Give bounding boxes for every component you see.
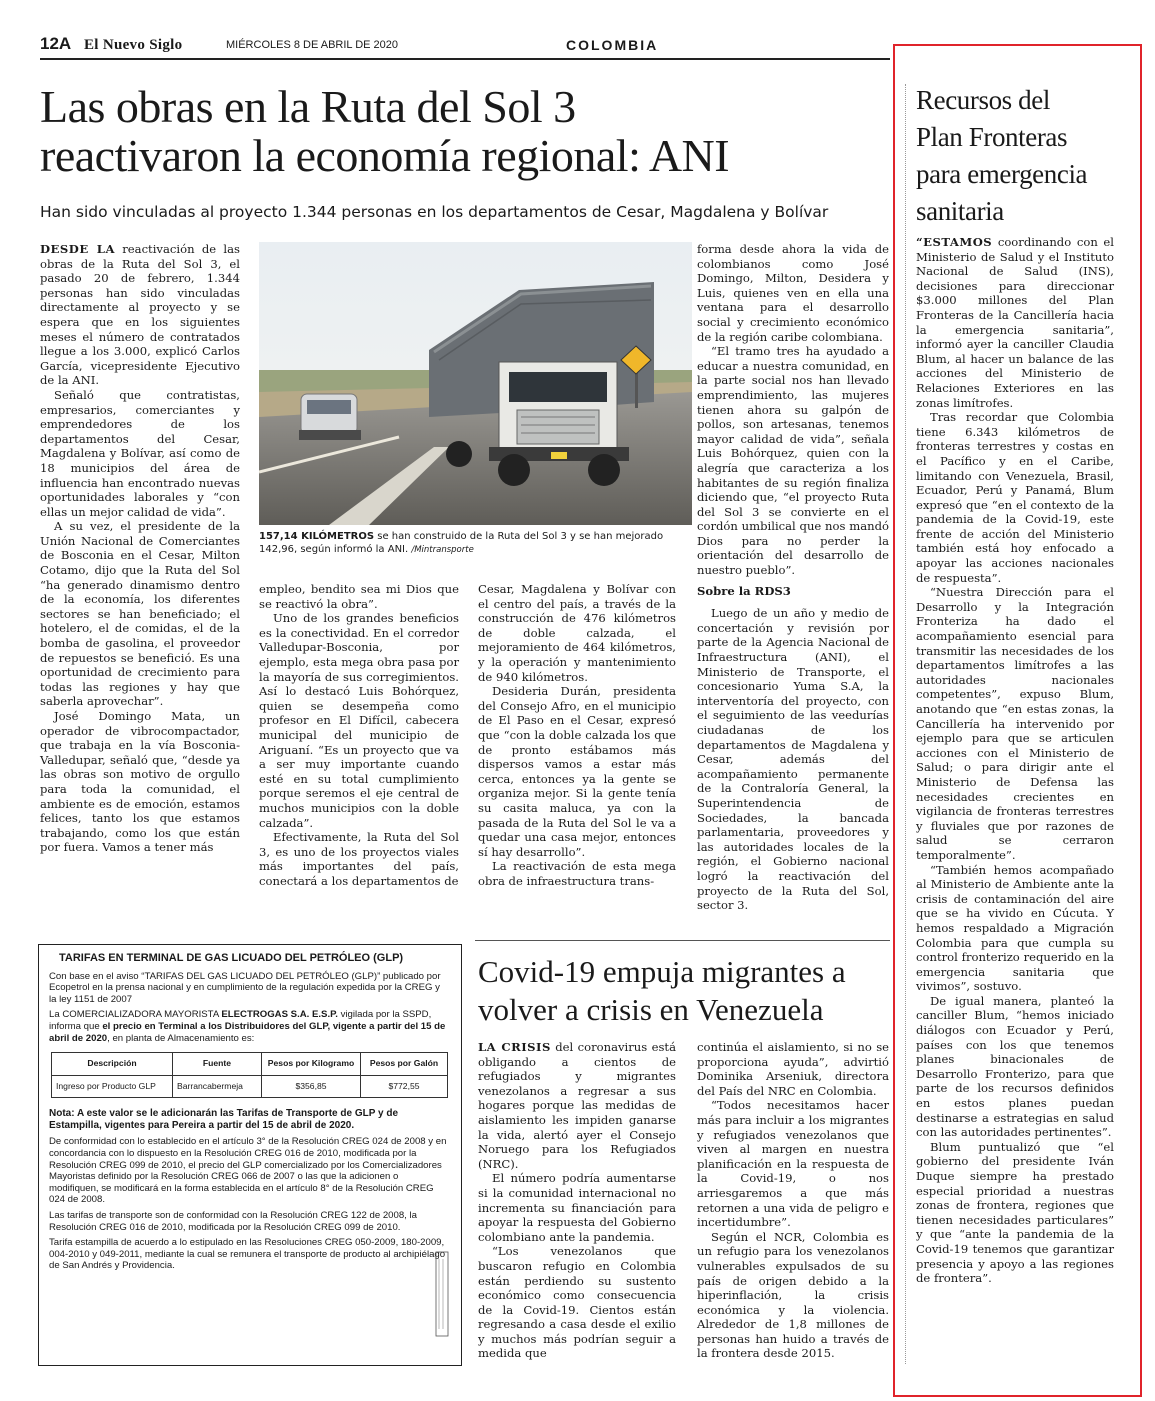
paragraph: LA CRISIS del coronavirus está obligando a cientos de refugiados y migrantes venezolanos a regresar a sus hogares porque las medidas de aislamiento les impiden ganarse la vida, alertó ayer el Consejo Noruego para los Refugiados (NRC). [478, 1040, 676, 1171]
sidebar-story-column [916, 235, 1114, 1286]
paragraph: “El tramo tres ha ayudado a educar a nuestra comunidad, en la parte social nos han llevado emprendimiento, las mujeres tienen ahora su galpón de pollos, son artesanas, tenemos mayor calidad de vida”, señala Luis Bohórquez, quien con la alegría que caracteriza a los habitantes de su región finaliza diciendo que, “el proyecto Ruta del Sol 3 se convierte en el cordón umbilical que nos mandó Dios para no perder la orientación del desarrollo de nuestro pueblo”. [697, 344, 889, 578]
paragraph: Señaló que contratistas, empresarios, comerciantes y emprendedores de los departamentos del Cesar, Magdalena y Bolívar, así como de 18 municipios del área de influencia han encontrado nuevas oportunidades laborales y “con ellas un mejor calidad de vida”. [40, 387, 240, 519]
main-headline-line-1: Las obras en la Ruta del Sol 3 [40, 81, 576, 132]
covid-story-column-1 [478, 1040, 676, 1361]
truck-highway-image [259, 242, 692, 525]
ad-paragraph: La COMERCIALIZADORA MAYORISTA ELECTROGAS S.A. E.S.P. vigilada por la SSPD, informa que el precio en Terminal a los Distribuidores del GLP, vigente a partir del 15 de abril de 2020, en planta de Almacenamiento es: [49, 1009, 446, 1044]
ad-title: TARIFAS EN TERMINAL DE GAS LICUADO DEL PETRÓLEO (GLP) [59, 952, 404, 964]
masthead [40, 34, 890, 60]
ad-paragraph: De conformidad con lo establecido en el artículo 3° de la Resolución CREG 024 de 2008 y en concordancia con lo dispuesto en la Resolución CREG 016 de 2010, modificada por la Resolución CREG 099 de 2010, el precio del GLP comercializado por los Comercializadores Mayoristas definido por la Resolución CREG 066 de 2007 o las que la adicionen o modifiquen, se modificará en la forma establecida en el artículo 8° de la Resolución CREG 024 de 2008. [49, 1136, 447, 1206]
photo-credit: /Mintransporte [411, 545, 474, 555]
ad-paragraph: Las tarifas de transporte son de conformidad con la Resolución CREG 122 de 2008, la Resolución CREG 016 de 2010, modificada por la Resolución CREG 099 de 2010. [49, 1209, 417, 1233]
paragraph: José Domingo Mata, un operador de vibrocompactador, que trabaja en la vía Bosconia-Valledupar, señaló que, “desde ya las obras son motivo de orgullo para toda la comunidad, el ambiente es de emoción, estamos felices, tanto los que estamos trabajando, como los que están por fuera. Vamos a tener más [40, 709, 240, 855]
lead-in: LA CRISIS [478, 1040, 551, 1054]
table-cell: Barrancabermeja [173, 1075, 262, 1098]
main-headline [40, 82, 890, 180]
ad-note: Nota: A este valor se le adicionarán las Tarifas de Transporte de GLP y de Estampilla, vigentes para Pereira a partir del 15 de abril de 2020. [49, 1108, 399, 1132]
paragraph: “ESTAMOS coordinando con el Ministerio de Salud y el Instituto Nacional de Salud (INS), decisiones para direccionar $3.000 millones del Plan Fronteras de la Cancillería hacia la emergencia sanitaria”, informó ayer la canciller Claudia Blum, al hacer un balance de las acciones del Ministerio de Relaciones Exteriores en las zonas limítrofes. [916, 235, 1114, 410]
paper-name: El Nuevo Siglo [84, 37, 183, 53]
covid-headline: Covid-19 empuja migrantes a volver a crisis en Venezuela [478, 954, 846, 1027]
main-story-column-2 [259, 582, 459, 888]
table-cell: $772,55 [361, 1075, 448, 1098]
table-header: Descripción [52, 1053, 173, 1076]
paragraph: Cesar, Magdalena y Bolívar con el centro del país, a través de la construcción de 476 kilómetros de doble calzada, el mejoramiento de 464 kilómetros, y la operación y mantenimiento de 940 kilómetros. [478, 582, 676, 684]
paragraph: De igual manera, planteó la canciller Blum, “hemos iniciado diálogos con Ecuador y Perú, países con los que tenemos planes binacionales de Desarrollo Fronterizo, para que parte de los recursos definidos en estos planes puedan destinarse a estrategias en salud con las autoridades pertinentes”. [916, 993, 1114, 1140]
main-deck: Han sido vinculadas al proyecto 1.344 personas en los departamentos de Cesar, Magdalena y Bolívar [40, 203, 829, 221]
main-story-column-4 [697, 242, 889, 913]
paragraph: Luego de un año y medio de concertación y revisión por parte de la Agencia Nacional de Infraestructura (ANI), el Ministerio de Transporte, el concesionario Yuma S.A, la interventoría del proyecto, con el seguimiento de las veedurías ciudadanas de los departamentos de Magdalena y Cesar, además del acompañamiento permanente de la Contraloría General, la Superintendencia de Sociedades, la bancada parlamentaria, proveedores y las autoridades locales de la región, el Gobierno nacional logró la reactivación del proyecto de la Ruta del Sol, sector 3. [697, 606, 889, 913]
sidebar-rule [905, 84, 907, 1364]
paragraph: forma desde ahora la vida de colombianos como José Domingo, Milton, Desidera y Luis, quienes ven en ella una ventana para el desarrollo social y crecimiento económico de la región caribe colombiana. [697, 242, 889, 344]
ad-seal-mark [435, 1251, 449, 1337]
paragraph: Blum puntualizó que “el gobierno del presidente Iván Duque siempre ha prestado especial prioridad a nuestras zonas de frontera, regiones que tienen necesidades particulares” y que “ante la pandemia de la Covid-19 tenemos que garantizar presencia y apoyo a las regiones de frontera”. [916, 1139, 1114, 1286]
table-header: Pesos por Galón [361, 1053, 448, 1076]
table-header: Pesos por Kilogramo [262, 1053, 361, 1076]
table-header-row [52, 1053, 448, 1076]
paragraph: El número podría aumentarse si la comunidad internacional no incrementa su financiación para apoyar la respuesta del Gobierno colombiano ante la pandemia. [478, 1171, 676, 1244]
main-story-column-1 [40, 242, 240, 855]
paragraph: A su vez, el presidente de la Unión Nacional de Comerciantes de Bosconia en el Cesar, Milton Cotamo, dijo que la Ruta del Sol “ha generado dinamismo dentro de la economía, los diferentes sectores se han beneficiado; el hotelero, el de comidas, el de la bomba de gasolina, el proveedor de repuestos se benefició. Es una oportunidad de crecimiento para todas las regiones y hay que saberla aprovechar”. [40, 519, 240, 709]
price-table [51, 1052, 448, 1098]
caption-lead: 157,14 KILÓMETROS [259, 531, 375, 542]
page-number: 12A [40, 34, 72, 53]
table-cell: $356,85 [262, 1075, 361, 1098]
ad-content [49, 953, 449, 1276]
paragraph: La reactivación de esta mega obra de infraestructura trans- [478, 859, 676, 888]
lead-in: “ESTAMOS [916, 235, 993, 249]
subhead: Sobre la RDS3 [697, 583, 791, 598]
sidebar-headline: Recursos del Plan Fronteras para emergencia sanitaria [916, 85, 1088, 226]
issue-date: MIÉRCOLES 8 DE ABRIL DE 2020 [226, 39, 398, 51]
ad-paragraph: Tarifa estampilla de acuerdo a lo estipulado en las Resoluciones CREG 050-2009, 180-2009, 004-2010 y 049-2011, mediante la cual se remunera el transporte de producto al archipiélago de San Andrés y Providencia. [49, 1237, 446, 1272]
main-headline-line-2: reactivaron la economía regional: ANI [40, 130, 730, 181]
section-divider [475, 940, 890, 941]
table-row [52, 1075, 448, 1098]
paragraph: Efectivamente, la Ruta del Sol 3, es uno de los proyectos viales más importantes del país, conectará a los departamentos de [259, 830, 459, 888]
paragraph: Tras recordar que Colombia tiene 6.343 kilómetros de fronteras terrestres y costas en el Pacífico y en el Caribe, limitando con Venezuela, Brasil, Ecuador, Perú y Panamá, Blum expresó que “en el contexto de la pandemia de la Covid-19, este frente de acción del Ministerio también está hoy enfocado a apoyar las acciones nacionales de respuesta”. [916, 410, 1114, 585]
paragraph: “Nuestra Dirección para el Desarrollo y la Integración Fronteriza ha dado el acompañamiento esencial para transmitir las necesidades de los departamentos limítrofes a las autoridades nacionales competentes”, expuso Blum, anotando que “en estas zonas, la Cancillería ha intervenido por ejemplo para que se articulen acciones con el Ministerio de Salud; o para dirigir ante el Ministerio de Defensa las necesidades crecientes en vigilancia de fronteras terrestres y fluviales que por razones de salud se cerraron temporalmente”. [916, 585, 1114, 862]
paragraph: “Todos necesitamos hacer más para incluir a los migrantes y refugiados venezolanos que viven al margen en nuestra planificación en la respuesta de la Covid-19, o nos arriesgaremos a que más retornen a una vida de peligro e incertidumbre”. [697, 1098, 889, 1230]
paragraph: Uno de los grandes beneficios es la conectividad. En el corredor Valledupar-Bosconia, por ejemplo, esta mega obra pasa por la mayoría de sus corregimientos. Así lo destacó Luis Bohórquez, quien se desempeña como profesor en El Difícil, cabecera municipal del municipio de Ariguaní. “Es un proyecto que va a ser muy importante cuando esté en su total cumplimiento porque seremos el eje central de muchos municipios con la doble calzada”. [259, 611, 459, 830]
paragraph: DESDE LA reactivación de las obras de la Ruta del Sol 3, el pasado 20 de febrero, 1.344 personas han sido vinculadas directamente al proyecto y se espera que en los siguientes meses el número de contratados llegue a los 3.000, explicó Carlos García, vicepresidente Ejecutivo de la ANI. [40, 242, 240, 388]
truck-photo [259, 242, 692, 525]
paragraph: empleo, bendito sea mi Dios que se reactivó la obra”. [259, 582, 459, 611]
ad-paragraph: Con base en el aviso “TARIFAS DEL GAS LICUADO DEL PETRÓLEO (GLP)” publicado por Ecopetrol en la prensa nacional y en cumplimiento de la regulación expedida por la CREG y la ley 1151 de 2007 [49, 970, 441, 1005]
paragraph: “Los venezolanos que buscaron refugio en Colombia están perdiendo su sustento económico como consecuencia de la Covid-19. Cientos están regresando a casa desde el exilio y muchos más podrían seguir a medida que [478, 1244, 676, 1361]
paragraph: “También hemos acompañado al Ministerio de Ambiente ante la crisis de contaminación del aire que se ha vivido en Cúcuta. Y hemos respaldado a Migración Colombia para que cumpla su control fronterizo requerido en la emergencia sanitaria que vivimos”, sostuvo. [916, 862, 1114, 994]
paragraph: Según el NCR, Colombia es un refugio para los venezolanos vulnerables expulsados de su país de origen debido a la hiperinflación, la crisis económica y la violencia. Alrededor de 1,8 millones de personas han huido a través de la frontera desde 2015. [697, 1229, 889, 1361]
photo-caption: 157,14 KILÓMETROS se han construido de la Ruta del Sol 3 y se han mejorado 142,96, según informó la ANI. /Mintransporte [259, 531, 664, 555]
gas-tariff-ad [38, 944, 462, 1366]
table-header: Fuente [173, 1053, 262, 1076]
section-name: COLOMBIA [566, 37, 659, 53]
paragraph: continúa el aislamiento, si no se proporciona ayuda”, advirtió Dominika Arseniuk, directora del País del NRC en Colombia. [697, 1040, 889, 1098]
lead-in: DESDE LA [40, 242, 115, 256]
main-story-column-3 [478, 582, 676, 888]
paragraph: Desideria Durán, presidenta del Consejo Afro, en el municipio de El Paso en el Cesar, expresó que “con la doble calzada los que de pronto estábamos más dispersos vamos a estar más cerca, entonces ya la gente se organiza mejor. Si la gente tenía su casita maluca, ya con la pasada de la Ruta del Sol le va a quedar una casa mejor, entonces sí hay desarrollo”. [478, 684, 676, 859]
table-cell: Ingreso por Producto GLP [52, 1075, 173, 1098]
covid-story-column-2 [697, 1040, 889, 1361]
